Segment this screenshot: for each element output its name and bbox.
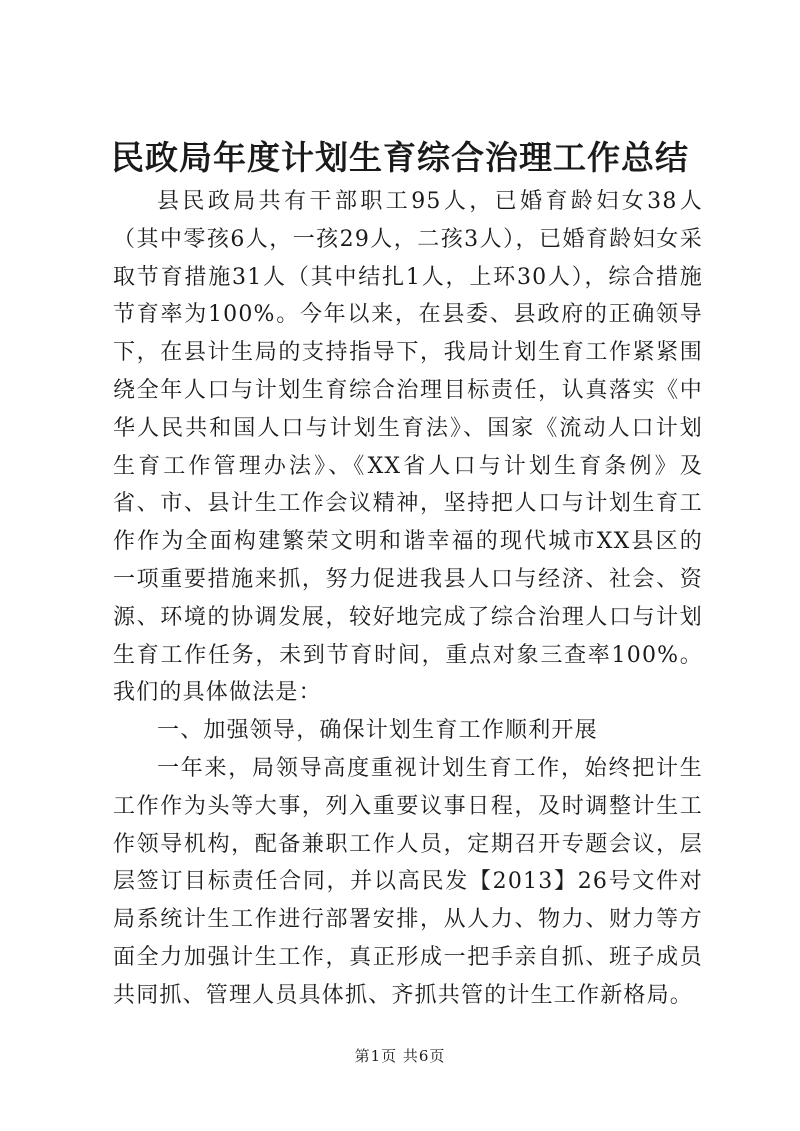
page-title: 民政局年度计划生育综合治理工作总结 bbox=[111, 138, 689, 177]
page-footer bbox=[0, 1046, 800, 1066]
section-heading: 一、加强领导，确保计划生育工作顺利开展 bbox=[157, 718, 598, 744]
intro-paragraph: 县民政局共有干部职工95人，已婚育龄妇女38人（其中零孩6人，一孩29人，二孩3人），已婚育龄妇女采取节育措施31人（其中结扎1人，上环30人），综合措施节育率为100%。今年以来，在县委、县政府的正确领导下，在县计生局的支持指导下，我局计划生育工作紧紧围绕全年人口与计划生育综合治理目标责任，认真落实《中华人民共和国人口与计划生育法》、国家《流动人口计划生育工作管理办法》、《XX省人口与计划生育条例》及省、市、县计生工作会议精神，坚持把人口与计划生育工作作为全面构建繁荣文明和谐幸福的现代城市XX县区的一项重要措施来抓，努力促进我县人口与经济、社会、资源、环境的协调发展，较好地完成了综合治理人口与计划生育工作任务，未到节育时间，重点对象三查率100%。我们的具体做法是： bbox=[113, 189, 703, 706]
section-paragraph: 一年来，局领导高度重视计划生育工作，始终把计生工作作为头等大事，列入重要议事日程，及时调整计生工作领导机构，配备兼职工作人员，定期召开专题会议，层层签订目标责任合同，并以高民发【2013】26号文件对局系统计生工作进行部署安排，从人力、物力、财力等方面全力加强计生工作，真正形成一把手亲自抓、班子成员共同抓、管理人员具体抓、齐抓共管的计生工作新格局。 bbox=[113, 755, 703, 1008]
page-number: 第1页 共6页 bbox=[354, 1047, 446, 1065]
document-body bbox=[113, 183, 703, 1015]
